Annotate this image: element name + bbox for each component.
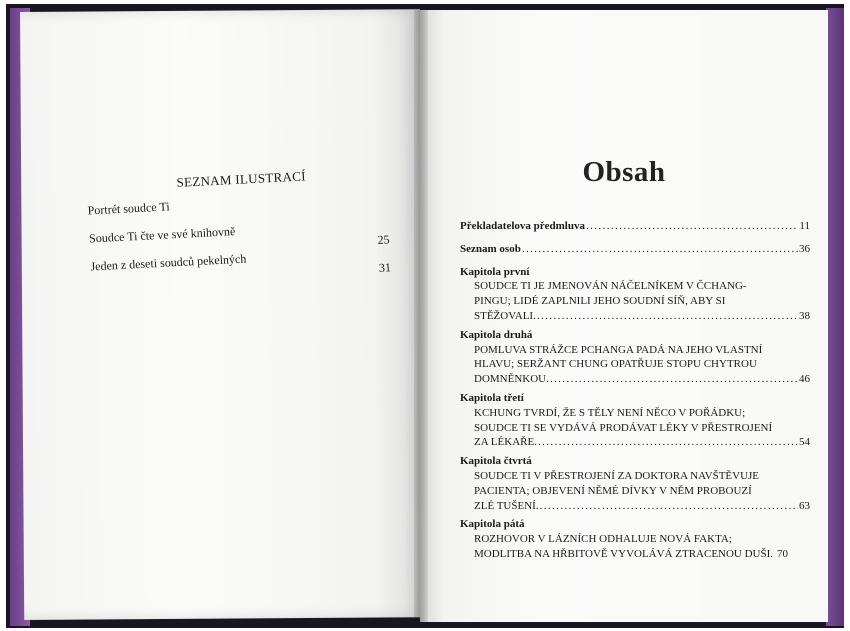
chapter-title-last-line [460,372,810,387]
chapter-page: 63 [799,499,810,512]
chapter-title-line: HLAVU; SERŽANT CHUNG OPATŘUJE STOPU CHYTROU [474,358,757,371]
table-of-contents [460,219,810,566]
toc-entry [460,242,810,257]
chapter-page: 46 [799,373,810,386]
illustrations-heading: SEZNAM ILUSTRACÍ [176,168,307,190]
right-page [420,10,828,622]
illustration-label: Portrét soudce Ti [87,199,170,218]
chapter-label: Kapitola čtvrtá [460,455,532,468]
chapter-entry [460,391,810,450]
toc-entry-page: 36 [799,242,810,255]
dot-leader [537,309,798,324]
chapter-title-line: ROZHOVOR V LÁZNÍCH ODHALUJE NOVÁ FAKTA; [474,533,732,546]
chapter-title-last-line [460,309,810,324]
chapter-entry [460,517,810,561]
chapter-entry [460,265,810,324]
chapter-title-line: PACIENTA; OBJEVENÍ NĚMÉ DÍVKY V NĚM PROBOUZÍ [474,484,752,497]
toc-entry-page: 11 [799,220,810,232]
cover-edge-right [826,8,844,626]
dot-leader [586,219,798,234]
chapter-label: Kapitola druhá [460,328,533,341]
chapter-page: 54 [799,436,810,449]
toc-entry [460,219,810,234]
chapter-title-line: DOMNĚNKOU. [474,373,549,386]
left-page [20,9,424,620]
illustration-page: 25 [377,232,390,247]
chapter-title-last-line [460,547,810,562]
chapter-page: 38 [799,309,810,322]
chapter-label: Kapitola třetí [460,391,524,404]
chapter-entry [460,328,810,387]
chapter-title-line: SOUDCE TI SE VYDÁVÁ PRODÁVAT LÉKY V PŘESTROJENÍ [474,421,773,434]
chapter-page: 70 [777,547,789,560]
chapter-title-line: POMLUVA STRÁŽCE PCHANGA PADÁ NA JEHO VLASTNÍ [474,343,763,356]
illustration-label: Soudce Ti čte ve své knihovně [88,224,236,246]
dot-leader [538,435,798,450]
chapter-title-last-line [460,435,810,450]
chapter-title-line: STĚŽOVALI. [474,309,536,322]
illustration-label: Jeden z deseti soudců pekelných [90,251,247,274]
chapter-label: Kapitola první [460,265,530,278]
dot-leader [540,499,798,514]
chapter-title-line: MODLITBA NA HŘBITOVĚ VYVOLÁVÁ ZTRACENOU DUŠI. [474,547,774,560]
chapter-label: Kapitola pátá [460,518,525,531]
toc-entry-title: Seznam osob [460,242,521,255]
chapter-title-last-line [460,499,810,514]
chapter-title-line: KCHUNG TVRDÍ, ŽE S TĚLY NENÍ NĚCO V POŘÁDKU; [474,406,746,419]
chapter-title-line: PINGU; LIDÉ ZAPLNILI JEHO SOUDNÍ SÍŇ, ABY SI [474,295,726,308]
contents-heading: Obsah [582,156,666,188]
illustration-page: 31 [378,260,392,275]
toc-entry-title: Překladatelova předmluva [460,220,585,232]
chapter-entry [460,454,810,513]
dot-leader [522,242,798,257]
chapter-title-line: SOUDCE TI JE JMENOVÁN NÁČELNÍKEM V ČCHANG- [474,280,747,293]
illustrations-list [87,188,391,287]
chapter-title-line: ZLÉ TUŠENÍ. [474,499,539,512]
chapter-title-line: SOUDCE TI V PŘESTROJENÍ ZA DOKTORA NAVŠTĚVUJE [474,469,760,482]
chapter-title-line: ZA LÉKAŘE. [474,436,537,449]
dot-leader [550,372,798,387]
book-gutter [414,10,428,622]
